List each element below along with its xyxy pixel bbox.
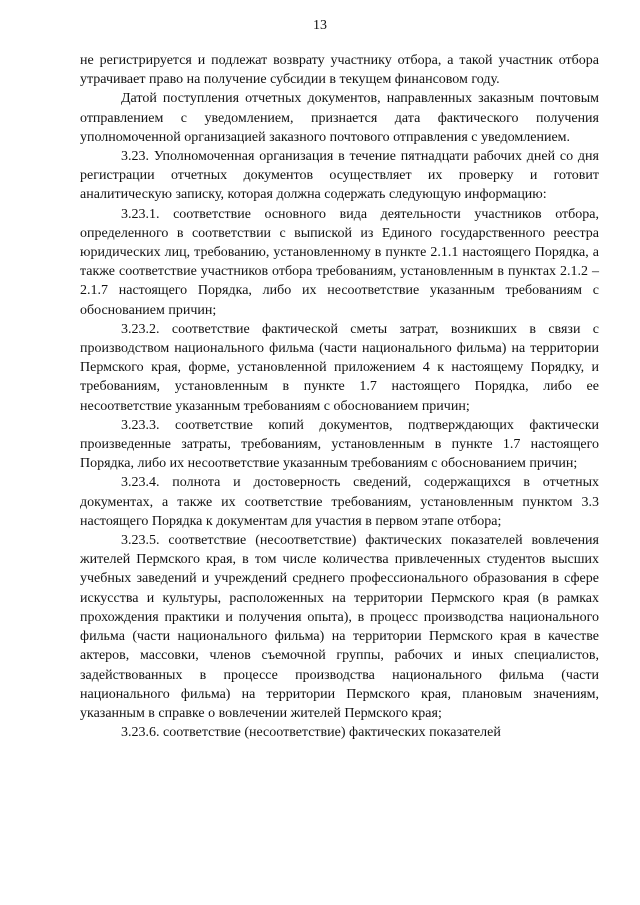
- page-number: 13: [313, 18, 327, 33]
- paragraph-continuation: не регистрируется и подлежат возврату участнику отбора, а такой участник отбора утрачивает право на получение субсидии в текущем финансовом году.: [80, 53, 599, 88]
- paragraph-3-23-1: 3.23.1. соответствие основного вида деятельности участников отбора, определенного в соответствии с выпиской из Единого государственного реестра юридических лиц, требованию, установленному в пункте 2.1.1 настоящего Порядка, а также соответствие участников отбора требованиям, установленным в пунктах 2.1.2 – 2.1.7 настоящего Порядка, либо их несоответствие указанным требованиям с обоснованием причин;: [80, 206, 599, 318]
- paragraph-receipt-date: Датой поступления отчетных документов, направленных заказным почтовым отправлением с уведомлением, признается дата фактического получения уполномоченной организацией заказного почтового отправления с уведомлением.: [80, 91, 599, 145]
- document-body: [80, 51, 599, 742]
- paragraph-3-23: 3.23. Уполномоченная организация в течение пятнадцати рабочих дней со дня регистрации отчетных документов осуществляет их проверку и готовит аналитическую записку, которая должна содержать следующую информацию:: [80, 149, 599, 203]
- paragraph-3-23-6: 3.23.6. соответствие (несоответствие) фактических показателей: [121, 725, 501, 741]
- paragraph-3-23-4: 3.23.4. полнота и достоверность сведений, содержащихся в отчетных документах, а также их соответствие требованиям, установленным пунктом 3.3 настоящего Порядка к документам для участия в первом этапе отбора;: [80, 475, 599, 529]
- paragraph-3-23-3: 3.23.3. соответствие копий документов, подтверждающих фактически произведенные затраты, требованиям, установленным в пункте 1.7 настоящего Порядка, либо их несоответствие указанным требованиям с обоснованием причин;: [80, 417, 599, 472]
- paragraph-3-23-2: 3.23.2. соответствие фактической сметы затрат, возникших в связи с производством национального фильма (части национального фильма) на территории Пермского края, форме, установленной приложением 4 к настоящему Порядку, и требованиям, установленным в пункте 1.7 настоящего Порядка, либо ее несоответствие указанным требованиям с обоснованием причин;: [80, 321, 599, 414]
- paragraph-3-23-5: 3.23.5. соответствие (несоответствие) фактических показателей вовлечения жителей Пермского края, в том числе количества привлеченных студентов высших учебных заведений и учреждений среднего профессионального образования в сфере искусства и культуры, расположенных на территории Пермского края (в рамках прохождения практики и получения опыта), в процесс производства национального фильма (части национального фильма) на территории Пермского края в качестве актеров, массовки, членов съемочной группы, рабочих и иных специалистов, задействованных в процессе производства национального фильма (части национального фильма) на территории Пермского края, плановым значениям, указанным в справке о вовлечении жителей Пермского края;: [80, 533, 599, 721]
